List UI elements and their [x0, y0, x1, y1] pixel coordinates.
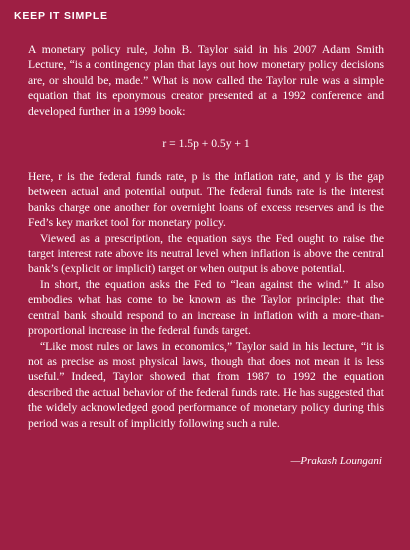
- author-byline: —Prakash Loungani: [290, 454, 382, 467]
- intro-paragraph: A monetary policy rule, John B. Taylor said in his 2007 Adam Smith Lecture, “is a contingency plan that lays out how monetary policy decisions are, or should be, made.” What is now called the Taylor rule was a simple equation that its eponymous creator presented at a 1992 conference and developed further in a 1999 book:: [28, 43, 384, 118]
- box-title: KEEP IT SIMPLE: [14, 10, 108, 22]
- taylor-rule-equation: r = 1.5p + 0.5y + 1: [162, 137, 250, 151]
- definitions-paragraph: Here, r is the federal funds rate, p is the inflation rate, and y is the gap between actual and potential output. The federal funds rate is the interest banks charge one another for overnight loans of excess reserves and is the Fed’s key market tool for monetary policy.: [28, 170, 384, 230]
- lean-against-wind-paragraph: In short, the equation asks the Fed to “lean against the wind.” It also embodies what has come to be known as the Taylor principle: that the central bank should respond to an increase in inflation with a more-than-proportional increase in the federal funds target.: [28, 277, 384, 338]
- lecture-quote-paragraph: “Like most rules or laws in economics,” Taylor said in his lecture, “it is not as precise as most physical laws, though that does not mean it is less useful.” Indeed, Taylor showed that from 1987 to 1992 the equation described the actual behavior of the federal funds rate. He has suggested that the widely acknowledged good performance of monetary policy during this period was a result of implicitly following such a rule.: [28, 339, 384, 430]
- prescription-paragraph: Viewed as a prescription, the equation says the Fed ought to raise the target interest rate above its neutral level when inflation is above the central bank’s (explicit or implicit) target or when output is above potential.: [28, 231, 384, 276]
